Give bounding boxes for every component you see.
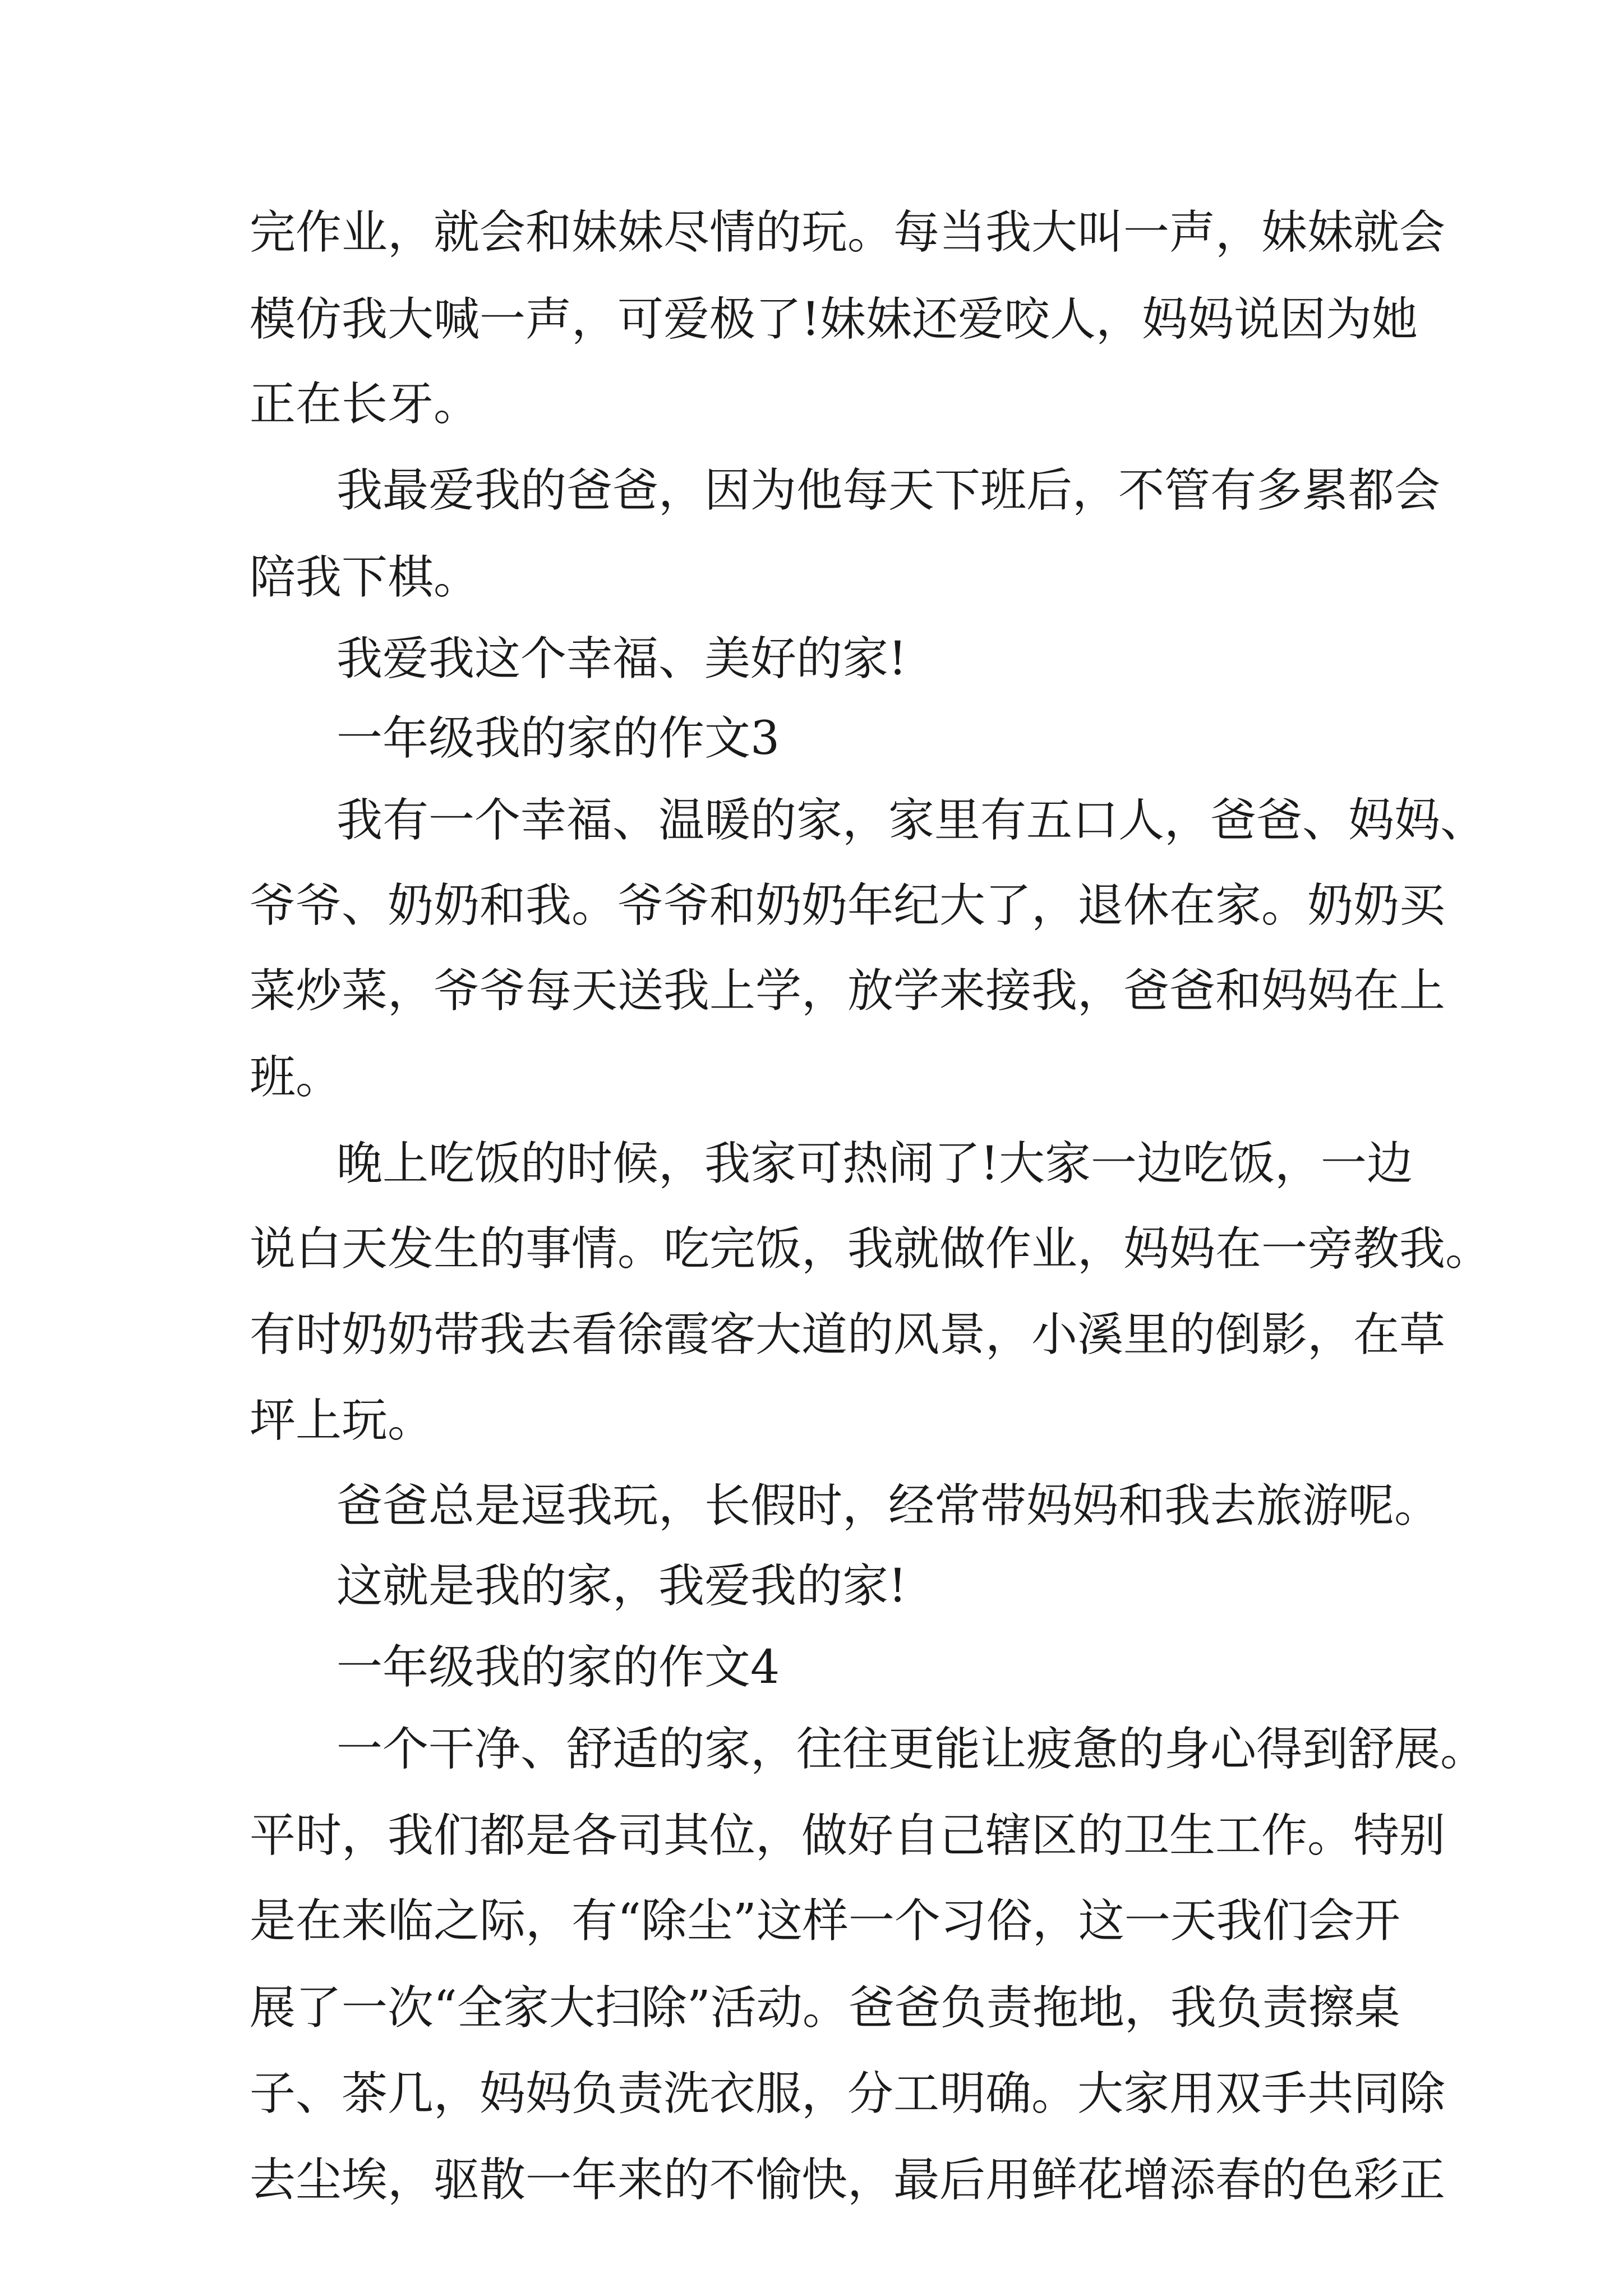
text-line: 我有一个幸福、温暖的家，家里有五口人，爸爸、妈妈、 [336, 794, 1487, 847]
text-line: 坪上玩。 [250, 1394, 434, 1447]
text-line: 说白天发生的事情。吃完饭，我就做作业，妈妈在一旁教我。 [250, 1222, 1492, 1276]
text-line: 是在来临之际，有“除尘”这样一个习俗，这一天我们会开 [250, 1894, 1400, 1948]
text-line: 去尘埃，驱散一年来的不愉快，最后用鲜花增添春的色彩正 [250, 2154, 1446, 2207]
text-line: 班。 [250, 1051, 342, 1104]
text-line: 爷爷、奶奶和我。爷爷和奶奶年纪大了，退休在家。奶奶买 [250, 879, 1446, 932]
text-line: 我最爱我的爸爸，因为他每天下班后，不管有多累都会 [336, 464, 1441, 517]
text-line: 晚上吃饭的时候，我家可热闹了!大家一边吃饭，一边 [336, 1137, 1413, 1190]
text-line: 有时奶奶带我去看徐霞客大道的风景，小溪里的倒影，在草 [250, 1308, 1446, 1361]
text-line: 爸爸总是逗我玩，长假时，经常带妈妈和我去旅游呢。 [336, 1479, 1441, 1533]
text-line: 这就是我的家，我爱我的家! [336, 1559, 907, 1613]
text-line: 展了一次“全家大扫除”活动。爸爸负责拖地，我负责擦桌 [250, 1981, 1400, 2035]
text-line: 我爱我这个幸福、美好的家! [336, 632, 907, 685]
section-heading: 一年级我的家的作文4 [336, 1641, 780, 1694]
text-line: 完作业，就会和妹妹尽情的玩。每当我大叫一声，妹妹就会 [250, 206, 1446, 259]
text-line: 正在长牙。 [250, 378, 480, 431]
text-line: 子、茶几，妈妈负责洗衣服，分工明确。大家用双手共同除 [250, 2067, 1446, 2120]
text-line: 模仿我大喊一声，可爱极了!妹妹还爱咬人，妈妈说因为她 [250, 293, 1418, 346]
text-line: 菜炒菜，爷爷每天送我上学，放学来接我，爸爸和妈妈在上 [250, 964, 1446, 1018]
text-line: 陪我下棋。 [250, 551, 480, 604]
section-heading: 一年级我的家的作文3 [336, 712, 780, 765]
text-line: 平时，我们都是各司其位，做好自己辖区的卫生工作。特别 [250, 1809, 1446, 1862]
text-line: 一个干净、舒适的家，往往更能让疲惫的身心得到舒展。 [336, 1723, 1487, 1776]
